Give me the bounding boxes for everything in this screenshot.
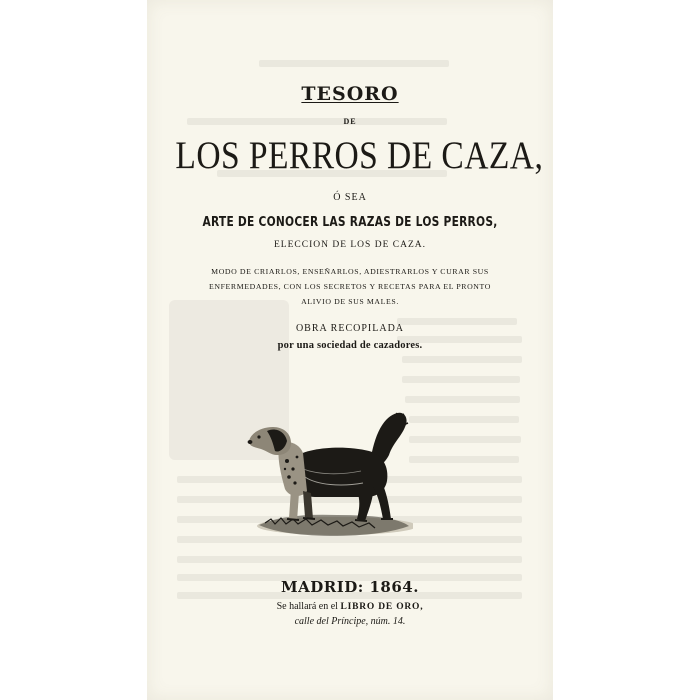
- imprint-seller-prefix: Se hallará en el: [276, 601, 338, 612]
- obra-recopilada: OBRA RECOPILADA: [295, 323, 405, 334]
- o-sea-line: Ó SEA: [333, 192, 367, 203]
- subtitle-eleccion: ELECCION DE LOS DE CAZA.: [274, 240, 426, 250]
- imprint-libro-de-oro: LIBRO DE ORO,: [340, 602, 424, 612]
- imprint-seller: [147, 601, 553, 612]
- subtitle-arte: ARTE DE CONOCER LAS RAZAS DE LOS PERROS,: [202, 215, 498, 230]
- hunting-dog-engraving-icon: [245, 405, 413, 543]
- title-word-tesoro: TESORO: [301, 83, 399, 105]
- subtitle-modo: MODO DE CRIARLOS, ENSEÑARLOS, ADIESTRARLOS Y CURAR SUS ENFERMEDADES, CON LOS SECRETOS Y RECETAS PARA EL PRONTO ALIVIO DE SUS MALES.: [209, 267, 491, 306]
- imprint-address: calle del Príncipe, núm. 14.: [294, 616, 406, 627]
- imprint-madrid: MADRID: 1864.: [281, 578, 419, 596]
- author-line: por una sociedad de cazadores.: [277, 340, 423, 351]
- title-word-de: DE: [343, 117, 357, 126]
- main-title: LOS PERROS DE CAZA,: [175, 134, 544, 177]
- book-title-page: [147, 0, 553, 700]
